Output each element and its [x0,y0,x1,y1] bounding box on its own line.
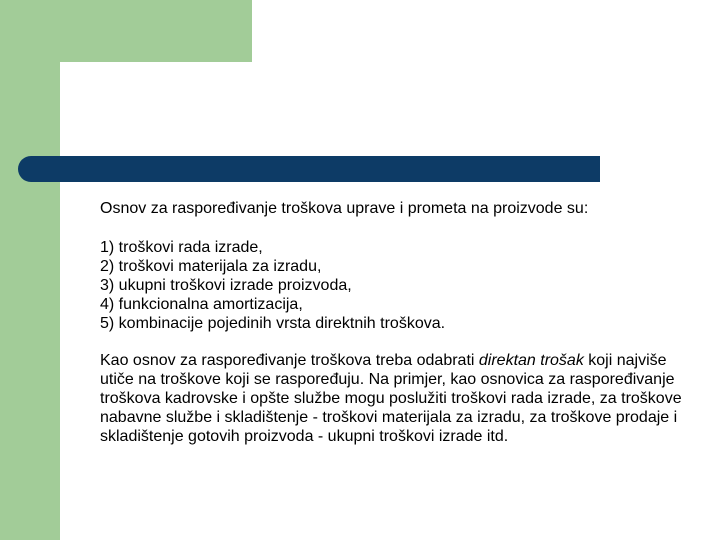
basis-list [100,238,700,333]
list-item: 1) troškovi rada izrade, [100,239,263,256]
list-item: 5) kombinacije pojedinih vrsta direktnih troškova. [100,315,446,332]
green-left-band [0,0,60,540]
list-item: 3) ukupni troškovi izrade proizvoda, [100,277,352,294]
slide-body [100,199,700,446]
paragraph-start: Kao osnov za raspoređivanje troškova treba odabrati [100,352,479,369]
title-bar [18,156,600,182]
list-item: 2) troškovi materijala za izradu, [100,258,322,275]
list-item: 4) funkcionalna amortizacija, [100,296,303,313]
emphasis-term: direktan trošak [478,352,584,369]
intro-text: Osnov za raspoređivanje troškova uprave i prometa na proizvode su: [100,200,589,217]
explanation-paragraph [100,351,696,446]
paragraph-end: koji najviše utiče na troškove koji se raspoređuju. Na primjer, kao osnovica za raspoređivanje troškova kadrovske i opšte službe mogu poslužiti troškovi rada izrade, za troškove nabavne službe i skladištenje - troškovi materijala za izradu, za troškove prodaje i skladištenje gotovih proizvoda - ukupni troškovi izrade itd. [100,352,682,445]
